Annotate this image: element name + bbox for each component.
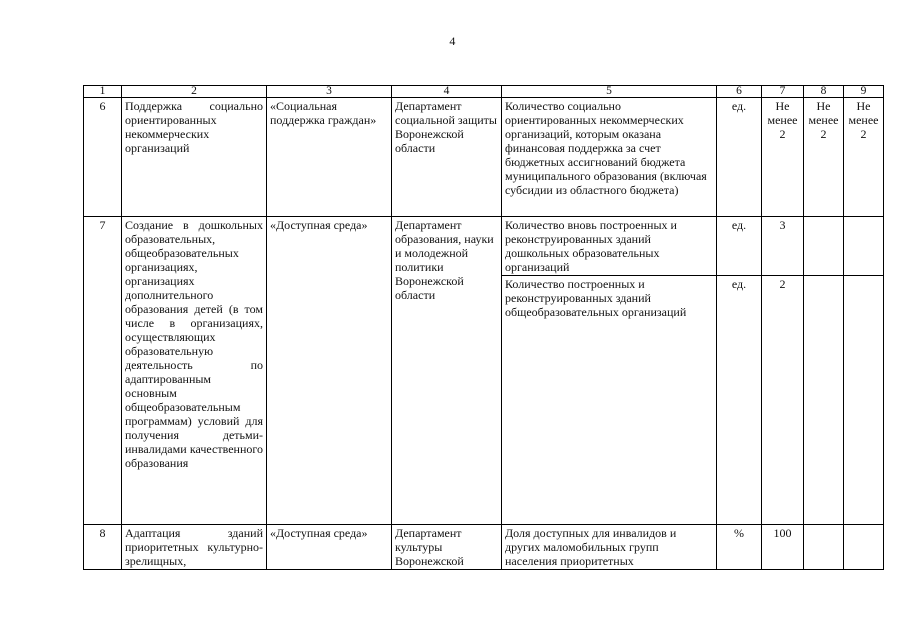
unit-cell: ед.	[717, 217, 762, 276]
column-header: 4	[392, 86, 502, 98]
table-header-row	[84, 86, 884, 98]
row-number: 8	[84, 525, 122, 570]
value-2022-cell	[844, 525, 884, 570]
indicator-cell: Доля доступных для инвалидов и других маломобильных групп населения приоритетных	[502, 525, 717, 570]
responsible-cell: Департамент культуры Воронежской	[392, 525, 502, 570]
program-cell: «Доступная среда»	[267, 525, 392, 570]
value-2021-cell	[804, 276, 844, 525]
activity-cell: Адаптация зданий приоритетных культурно-зрелищных,	[122, 525, 267, 570]
responsible-cell: Департамент образования, науки и молодежной политики Воронежской области	[392, 217, 502, 525]
value-2022-cell: Не менее 2	[844, 98, 884, 217]
table-row	[84, 98, 884, 217]
row-number: 6	[84, 98, 122, 217]
column-header: 8	[804, 86, 844, 98]
value-2020-cell: 100	[762, 525, 804, 570]
page-number: 4	[449, 34, 456, 48]
value-2022-cell	[844, 217, 884, 276]
value-2021-cell	[804, 525, 844, 570]
value-2021-cell	[804, 217, 844, 276]
column-header: 5	[502, 86, 717, 98]
unit-cell: ед.	[717, 276, 762, 525]
value-2021-cell: Не менее 2	[804, 98, 844, 217]
indicator-cell: Количество социально ориентированных некоммерческих организаций, которым оказана финансовая поддержка за счет бюджетных ассигнований бюджета муниципального образования (включая субсидии из областного бюджета)	[502, 98, 717, 217]
activity-cell: Поддержка социально ориентированных некоммерческих организаций	[122, 98, 267, 217]
program-cell: «Социальная поддержка граждан»	[267, 98, 392, 217]
program-cell: «Доступная среда»	[267, 217, 392, 525]
column-header: 3	[267, 86, 392, 98]
responsible-cell: Департамент социальной защиты Воронежской области	[392, 98, 502, 217]
column-header: 1	[84, 86, 122, 98]
plan-table	[83, 85, 884, 570]
column-header: 9	[844, 86, 884, 98]
table-row	[84, 217, 884, 276]
column-header: 2	[122, 86, 267, 98]
unit-cell: %	[717, 525, 762, 570]
value-2022-cell	[844, 276, 884, 525]
value-2020-cell: Не менее 2	[762, 98, 804, 217]
indicator-cell: Количество вновь построенных и реконструированных зданий дошкольных образовательных организаций	[502, 217, 717, 276]
column-header: 7	[762, 86, 804, 98]
unit-cell: ед.	[717, 98, 762, 217]
table-row	[84, 525, 884, 570]
row-number: 7	[84, 217, 122, 525]
indicator-cell: Количество построенных и реконструированных зданий общеобразовательных организаций	[502, 276, 717, 525]
activity-cell: Создание в дошкольных образовательных, общеобразовательных организациях, организациях дополнительного образования детей (в том числе в организациях, осуществляющих образовательную деятельность по адаптированным основным общеобразовательным программам) условий для получения детьми-инвалидами качественного образования	[122, 217, 267, 525]
value-2020-cell: 2	[762, 276, 804, 525]
column-header: 6	[717, 86, 762, 98]
value-2020-cell: 3	[762, 217, 804, 276]
